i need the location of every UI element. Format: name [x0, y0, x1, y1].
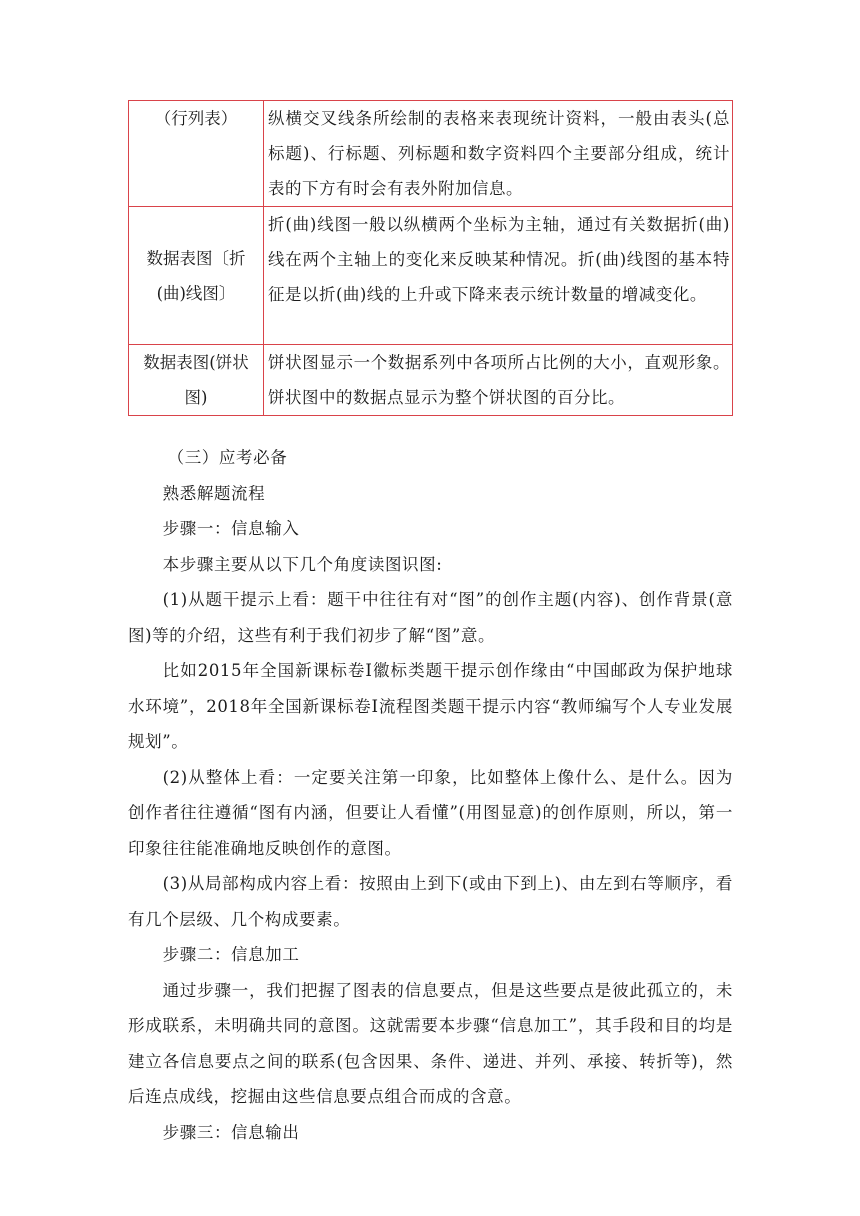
step2-paragraph: 通过步骤一，我们把握了图表的信息要点，但是这些要点是彼此孤立的，未形成联系，未明确共同的意图。这就需要本步骤“信息加工”，其手段和目的均是建立各信息要点之间的联系(包含因果、条件、递进、并列、承接、转折等)，然后连点成线，挖掘由这些信息要点组合而成的含意。	[128, 980, 733, 1106]
table-term-cell: （行列表）	[129, 101, 264, 207]
section-title: （三）应考必备	[167, 448, 288, 467]
subtitle: 熟悉解题流程	[162, 483, 266, 503]
table-term-cell: 数据表图(饼状图)	[129, 345, 264, 416]
chart-type-definition-table	[128, 100, 733, 416]
table-description-cell: 纵横交叉线条所绘制的表格来表现统计资料，一般由表头(总标题)、行标题、列标题和数字资料四个主要部分组成，统计表的下方有时会有表外附加信息。	[264, 101, 733, 207]
body-text	[128, 440, 733, 1150]
table-row	[129, 207, 733, 345]
step2-title: 步骤二：信息加工	[162, 945, 300, 964]
step1-title: 步骤一：信息输入	[162, 519, 300, 538]
table-row	[129, 101, 733, 207]
point2-paragraph: (2)从整体上看：一定要关注第一印象，比如整体上像什么、是什么。因为创作者往往遵循“图有内涵，但要让人看懂”(用图显意)的创作原则，所以，第一印象往往能准确地反映创作的意图。	[128, 767, 733, 858]
point3-paragraph: (3)从局部构成内容上看：按照由上到下(或由下到上)、由左到右等顺序，看有几个层级、几个构成要素。	[128, 874, 733, 929]
step3-title: 步骤三：信息输出	[162, 1122, 300, 1142]
step1-intro: 本步骤主要从以下几个角度读图识图:	[162, 554, 443, 574]
example-paragraph: 比如2015年全国新课标卷Ⅰ徽标类题干提示创作缘由“中国邮政为保护地球水环境”，2018年全国新课标卷Ⅰ流程图类题干提示内容“教师编写个人专业发展规划”。	[128, 661, 733, 751]
point1-paragraph: (1)从题干提示上看：题干中往往有对“图”的创作主题(内容)、创作背景(意图)等的介绍，这些有利于我们初步了解“图”意。	[128, 590, 733, 645]
table-description-cell: 饼状图显示一个数据系列中各项所占比例的大小，直观形象。饼状图中的数据点显示为整个饼状图的百分比。	[264, 345, 733, 416]
table-description-cell: 折(曲)线图一般以纵横两个坐标为主轴，通过有关数据折(曲)线在两个主轴上的变化来反映某种情况。折(曲)线图的基本特征是以折(曲)线的上升或下降来表示统计数量的增减变化。	[264, 207, 733, 345]
table-term-cell: 数据表图〔折(曲)线图〕	[129, 207, 264, 345]
table-row	[129, 345, 733, 416]
